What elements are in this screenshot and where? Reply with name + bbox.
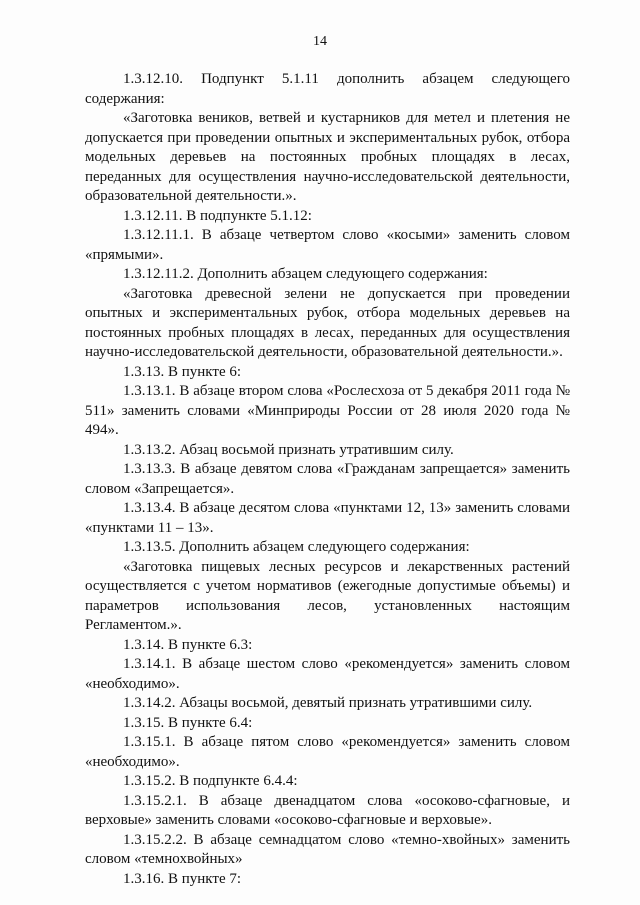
paragraph-quote-greenery: «Заготовка древесной зелени не допускается при проведении опытных и экспериментальных рубок, отбора модельных деревьев на постоянных пробных площадях в лесах, переданных для осуществления научно-исследовательской деятельности, образовательной деятельности.». (85, 285, 570, 360)
paragraph-1-3-14-1: 1.3.14.1. В абзаце шестом слово «рекомендуется» заменить словом «необходимо». (85, 656, 570, 692)
paragraph-1-3-15-2-1: 1.3.15.2.1. В абзаце двенадцатом слова «осоково-сфагновые, и верховые» заменить словами «осоково-сфагновые и верховые». (85, 792, 570, 828)
document-body (85, 70, 570, 889)
paragraph-1-3-14-2: 1.3.14.2. Абзацы восьмой, девятый признать утратившими силу. (123, 695, 533, 711)
paragraph-1-3-16: 1.3.16. В пункте 7: (123, 870, 242, 887)
paragraph-1-3-15: 1.3.15. В пункте 6.4: (123, 714, 253, 731)
paragraph-1-3-13-4: 1.3.13.4. В абзаце десятом слова «пунктами 12, 13» заменить словами «пунктами 11 – 13». (85, 500, 570, 536)
page-number: 14 (313, 34, 327, 49)
paragraph-1-3-13-3: 1.3.13.3. В абзаце девятом слова «Гражданам запрещается» заменить словом «Запрещается». (85, 461, 570, 497)
paragraph-1-3-12-11: 1.3.12.11. В подпункте 5.1.12: (123, 207, 312, 224)
paragraph-1-3-13-1: 1.3.13.1. В абзаце втором слова «Рослесхоза от 5 декабря 2011 года № 511» заменить словами «Минприроды России от 28 июля 2020 года № 494». (85, 383, 570, 438)
paragraph-1-3-12-10: 1.3.12.10. Подпункт 5.1.11 дополнить абзацем следующего содержания: (85, 71, 570, 107)
paragraph-1-3-13-5: 1.3.13.5. Дополнить абзацем следующего содержания: (123, 539, 470, 555)
paragraph-1-3-12-11-2: 1.3.12.11.2. Дополнить абзацем следующего содержания: (123, 266, 488, 282)
paragraph-quote-food-resources: «Заготовка пищевых лесных ресурсов и лекарственных растений осуществляется с учетом нормативов (ежегодные допустимые объемы) и параметров использования лесов, установленных настоящим Регламентом.». (85, 558, 570, 633)
paragraph-1-3-15-2-2: 1.3.15.2.2. В абзаце семнадцатом слово «темно-хвойных» заменить словом «темнохвойных» (85, 831, 570, 867)
paragraph-1-3-14: 1.3.14. В пункте 6.3: (123, 636, 253, 653)
paragraph-1-3-12-11-1: 1.3.12.11.1. В абзаце четвертом слово «косыми» заменить словом «прямыми». (85, 227, 570, 263)
paragraph-quote-brooms: «Заготовка веников, ветвей и кустарников для метел и плетения не допускается при проведении опытных и экспериментальных рубок, отбора модельных деревьев на постоянных пробных площадях в лесах, переданных для осуществления научно-исследовательской деятельности, образовательной деятельности.». (85, 110, 570, 204)
paragraph-1-3-13: 1.3.13. В пункте 6: (123, 363, 242, 380)
paragraph-1-3-15-2: 1.3.15.2. В подпункте 6.4.4: (123, 773, 298, 789)
paragraph-1-3-15-1: 1.3.15.1. В абзаце пятом слово «рекомендуется» заменить словом «необходимо». (85, 734, 570, 770)
paragraph-1-3-13-2: 1.3.13.2. Абзац восьмой признать утратившим силу. (123, 441, 454, 458)
